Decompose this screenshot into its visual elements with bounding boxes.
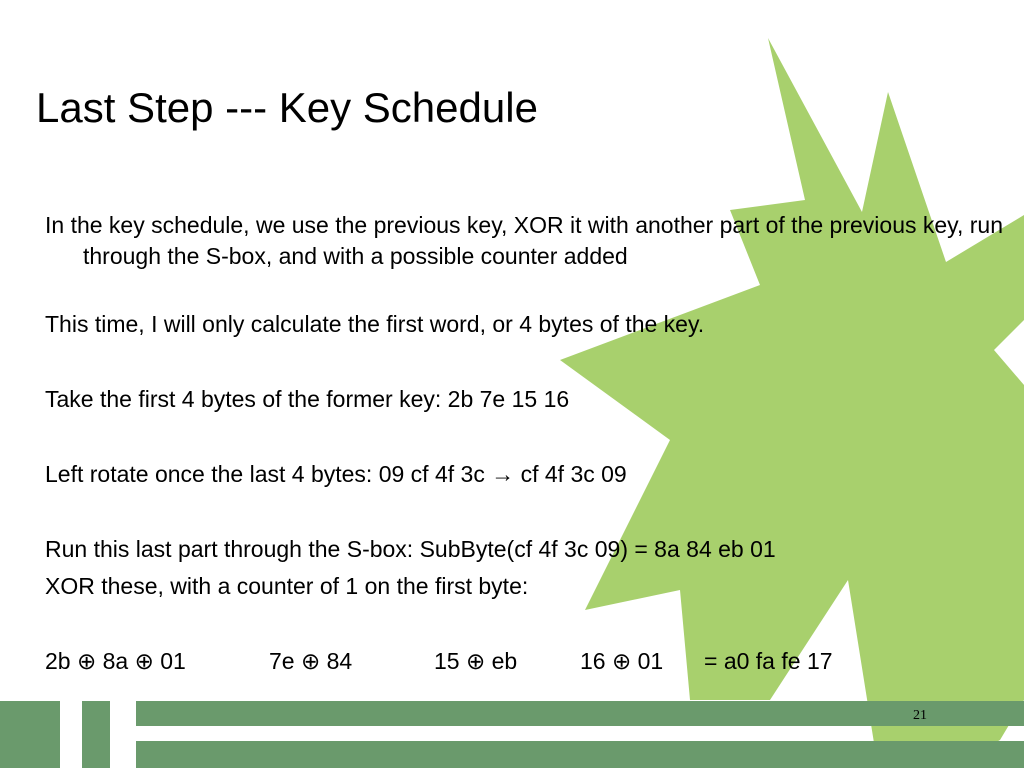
paragraph-key-schedule-intro: In the key schedule, we use the previous key, XOR it with another part of the previous key, run through the S-box, and with a possible counter added	[45, 212, 1003, 269]
footer-band-bottom	[136, 741, 1024, 768]
xor-computation-line	[45, 646, 945, 677]
paragraph-former-key-bytes: Take the first 4 bytes of the former key: 2b 7e 15 16	[45, 386, 570, 412]
paragraph-xor-counter: XOR these, with a counter of 1 on the first byte:	[45, 573, 529, 599]
paragraph-first-word-note: This time, I will only calculate the first word, or 4 bytes of the key.	[45, 311, 705, 337]
xor-term: 2b ⊕ 8a ⊕ 01	[45, 648, 186, 674]
xor-term: 15 ⊕ eb	[434, 648, 518, 674]
paragraph-left-rotate: Left rotate once the last 4 bytes: 09 cf 4f 3c → cf 4f 3c 09	[45, 461, 627, 487]
slide-title: Last Step --- Key Schedule	[36, 84, 538, 131]
footer-block-small	[82, 701, 110, 768]
xor-term: 7e ⊕ 84	[269, 648, 353, 674]
footer-band-top	[136, 701, 1024, 726]
xor-term: 16 ⊕ 01	[580, 648, 664, 674]
footer-block-left	[0, 701, 60, 768]
slide-number: 21	[913, 708, 927, 723]
xor-result: = a0 fa fe 17	[704, 648, 833, 674]
paragraph-sbox-substitution: Run this last part through the S-box: SubByte(cf 4f 3c 09) = 8a 84 eb 01	[45, 536, 776, 562]
